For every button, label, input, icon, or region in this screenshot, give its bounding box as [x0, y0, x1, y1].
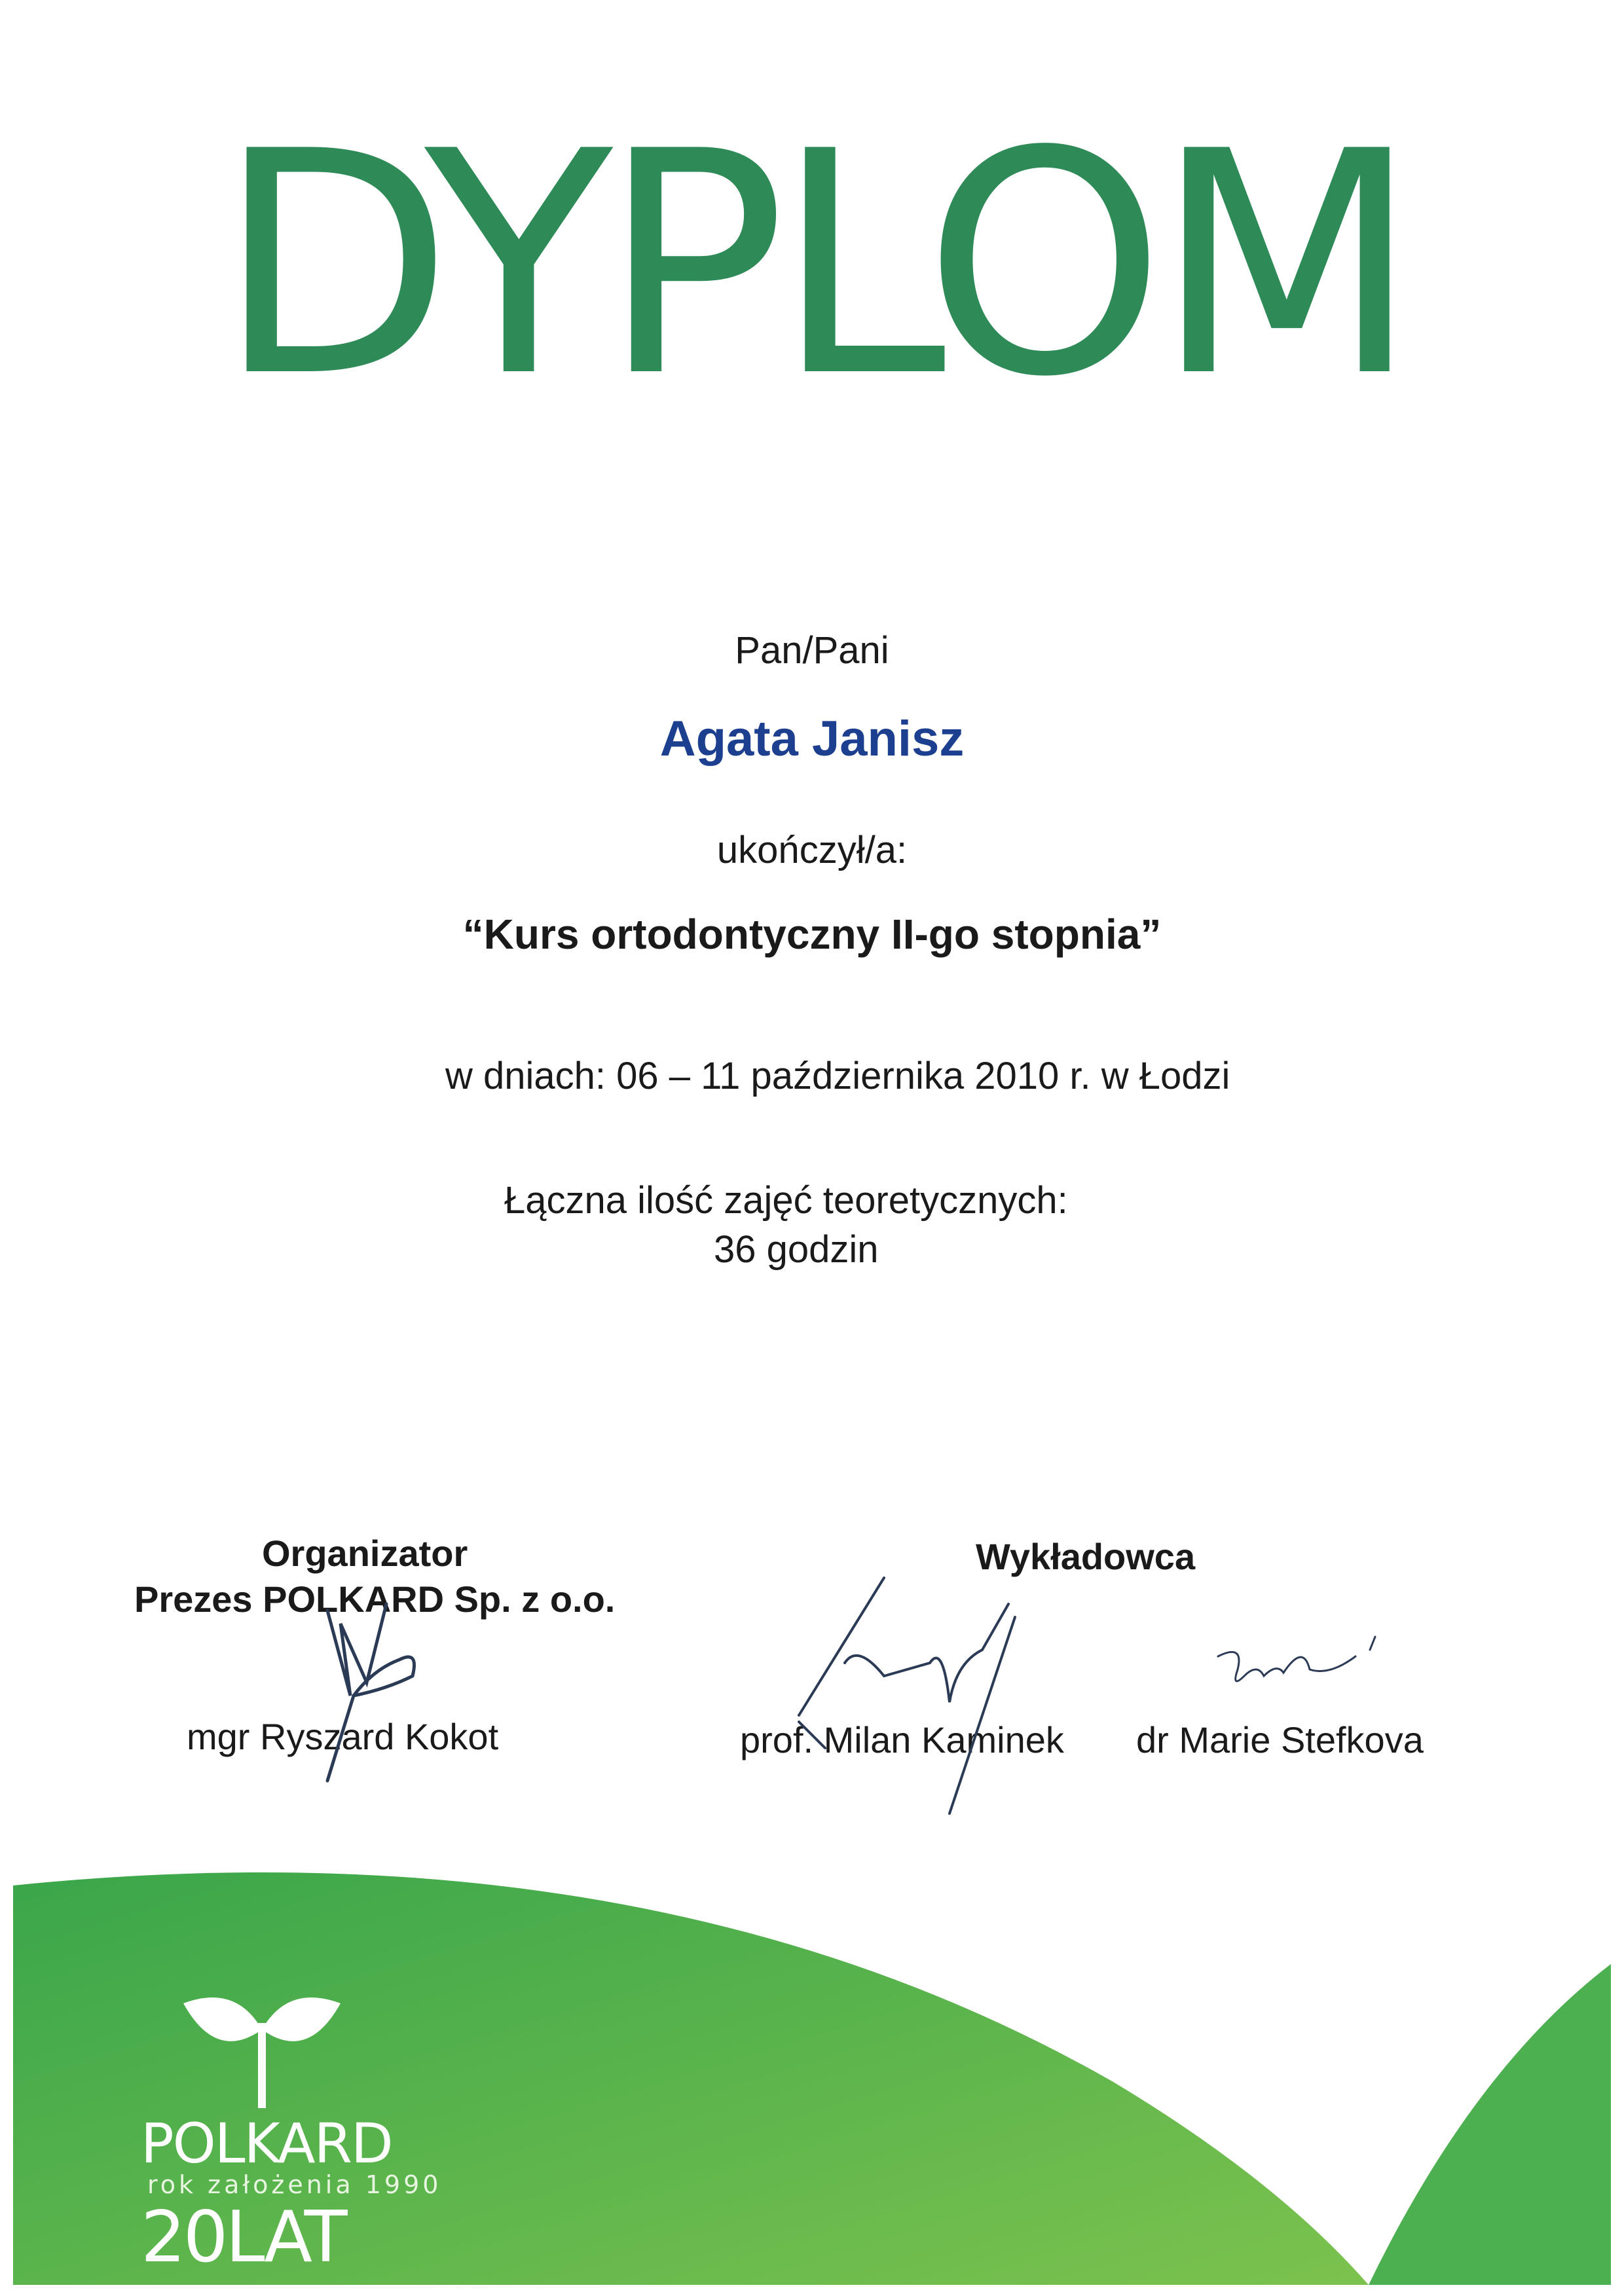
organizer-signature	[288, 1597, 458, 1787]
logo-anniversary: 20LAT	[141, 2196, 345, 2278]
completed-label: ukończył/a:	[716, 829, 908, 871]
sprout-logo-icon	[177, 1958, 347, 2108]
recipient-name: Agata Janisz	[659, 711, 965, 767]
lecturer-label: Wykładowca	[976, 1536, 1196, 1577]
lecturer-name-2: dr Marie Stefkova	[1136, 1719, 1424, 1760]
course-name: “Kurs ortodontyczny II-go stopnia”	[462, 911, 1162, 958]
diploma-title: DYPLOM	[216, 86, 1408, 444]
logo-tagline: rok założenia 1990	[147, 2170, 442, 2199]
hours-value: 36 godzin	[714, 1228, 879, 1271]
lecturer-signature-1	[786, 1565, 1094, 1813]
logo-brand: POLKARD	[141, 2111, 392, 2176]
course-dates: w dniach: 06 – 11 października 2010 r. w Łodzi	[445, 1055, 1230, 1097]
lecturer-name-1: prof. Milan Kaminek	[740, 1719, 1064, 1760]
organizer-label: Organizator	[262, 1533, 468, 1574]
hours-label: Łączna ilość zajęć teoretycznych:	[504, 1179, 1068, 1222]
organizer-company: Prezes POLKARD Sp. z o.o.	[134, 1578, 616, 1620]
salutation: Pan/Pani	[735, 629, 889, 672]
organizer-person: mgr Ryszard Kokot	[187, 1716, 499, 1757]
lecturer-signature-2	[1198, 1617, 1395, 1709]
